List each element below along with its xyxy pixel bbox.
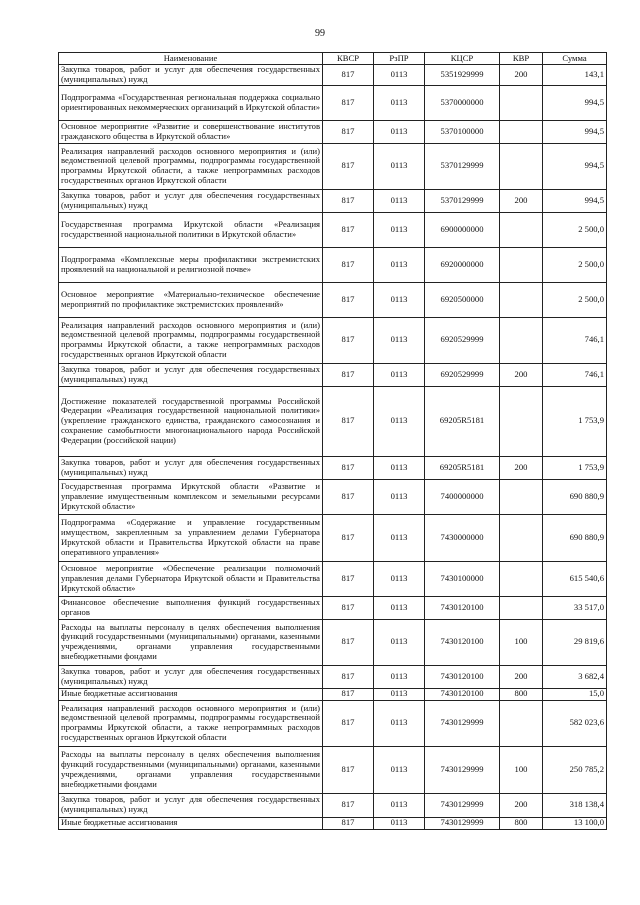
cell-name: Государственная программа Иркутской области «Реализация государственной национальной политики в Иркутской области»: [59, 212, 323, 247]
table-body: [59, 65, 607, 830]
cell-name: Закупка товаров, работ и услуг для обеспечения государственных (муниципальных) нужд: [59, 665, 323, 688]
cell-name: Подпрограмма «Содержание и управление государственным имуществом, закрепленным за управлением делами Губернатора Иркутской области и Правительства Иркутской области на праве оперативного управления»: [59, 514, 323, 561]
cell-rzpr: 0113: [374, 688, 425, 700]
cell-kvr: 200: [500, 189, 543, 212]
cell-rzpr: 0113: [374, 317, 425, 363]
cell-kvr: [500, 386, 543, 456]
cell-sum: 3 682,4: [543, 665, 607, 688]
table-row: [59, 479, 607, 514]
table-row: [59, 317, 607, 363]
cell-kvr: [500, 247, 543, 282]
cell-kvsr: 817: [323, 596, 374, 619]
table-header: [59, 53, 607, 65]
cell-kvr: [500, 282, 543, 317]
cell-rzpr: 0113: [374, 363, 425, 386]
cell-kcsr: 7400000000: [425, 479, 500, 514]
cell-kcsr: 7430129999: [425, 700, 500, 746]
cell-kvr: [500, 700, 543, 746]
cell-kvr: [500, 596, 543, 619]
header-name: Наименование: [59, 53, 323, 65]
cell-kcsr: 6920529999: [425, 363, 500, 386]
header-row: [59, 53, 607, 65]
cell-kvr: 200: [500, 65, 543, 86]
cell-kvr: 200: [500, 456, 543, 479]
cell-kvsr: 817: [323, 456, 374, 479]
cell-kcsr: 7430100000: [425, 561, 500, 596]
table-row: [59, 596, 607, 619]
cell-rzpr: 0113: [374, 282, 425, 317]
cell-kvsr: 817: [323, 65, 374, 86]
cell-kcsr: 5351929999: [425, 65, 500, 86]
cell-kcsr: 5370129999: [425, 143, 500, 189]
table-row: [59, 561, 607, 596]
cell-sum: 746,1: [543, 317, 607, 363]
cell-kvr: [500, 317, 543, 363]
cell-kvr: [500, 120, 543, 143]
cell-sum: 318 138,4: [543, 793, 607, 817]
cell-rzpr: 0113: [374, 456, 425, 479]
cell-name: Подпрограмма «Государственная региональная поддержка социально ориентированных некоммерческих организаций в Иркутской области»: [59, 85, 323, 120]
cell-kvsr: 817: [323, 561, 374, 596]
cell-kcsr: 7430120100: [425, 619, 500, 665]
cell-kvsr: 817: [323, 386, 374, 456]
cell-sum: 2 500,0: [543, 282, 607, 317]
header-sum: Сумма: [543, 53, 607, 65]
cell-kvsr: 817: [323, 700, 374, 746]
cell-kcsr: 6920529999: [425, 317, 500, 363]
table-row: [59, 688, 607, 700]
cell-rzpr: 0113: [374, 746, 425, 793]
cell-kcsr: 6920000000: [425, 247, 500, 282]
table-row: [59, 143, 607, 189]
header-rzpr: РзПР: [374, 53, 425, 65]
cell-kvr: [500, 143, 543, 189]
cell-kvsr: 817: [323, 817, 374, 829]
cell-kvsr: 817: [323, 793, 374, 817]
cell-sum: 33 517,0: [543, 596, 607, 619]
cell-kvr: [500, 85, 543, 120]
cell-sum: 1 753,9: [543, 456, 607, 479]
cell-kvsr: 817: [323, 665, 374, 688]
cell-name: Закупка товаров, работ и услуг для обеспечения государственных (муниципальных) нужд: [59, 793, 323, 817]
cell-rzpr: 0113: [374, 619, 425, 665]
table-row: [59, 65, 607, 86]
cell-sum: 2 500,0: [543, 212, 607, 247]
cell-name: Закупка товаров, работ и услуг для обеспечения государственных (муниципальных) нужд: [59, 363, 323, 386]
cell-kvr: [500, 561, 543, 596]
cell-kvr: 200: [500, 793, 543, 817]
cell-rzpr: 0113: [374, 65, 425, 86]
cell-sum: 250 785,2: [543, 746, 607, 793]
table-row: [59, 85, 607, 120]
cell-sum: 29 819,6: [543, 619, 607, 665]
cell-kcsr: 7430129999: [425, 817, 500, 829]
cell-kvr: 100: [500, 619, 543, 665]
cell-rzpr: 0113: [374, 212, 425, 247]
cell-kvr: [500, 212, 543, 247]
cell-kcsr: 69205R5181: [425, 386, 500, 456]
budget-table: [58, 52, 607, 830]
cell-rzpr: 0113: [374, 665, 425, 688]
cell-kvsr: 817: [323, 514, 374, 561]
cell-name: Иные бюджетные ассигнования: [59, 688, 323, 700]
cell-sum: 2 500,0: [543, 247, 607, 282]
cell-kvsr: 817: [323, 363, 374, 386]
cell-kvr: 200: [500, 363, 543, 386]
cell-sum: 690 880,9: [543, 479, 607, 514]
cell-sum: 994,5: [543, 120, 607, 143]
cell-sum: 615 540,6: [543, 561, 607, 596]
table-row: [59, 665, 607, 688]
cell-kvr: 200: [500, 665, 543, 688]
cell-name: Закупка товаров, работ и услуг для обеспечения государственных (муниципальных) нужд: [59, 456, 323, 479]
table-row: [59, 700, 607, 746]
cell-rzpr: 0113: [374, 596, 425, 619]
cell-kvsr: 817: [323, 143, 374, 189]
table-row: [59, 363, 607, 386]
cell-kcsr: 5370100000: [425, 120, 500, 143]
cell-sum: 582 023,6: [543, 700, 607, 746]
cell-kcsr: 7430000000: [425, 514, 500, 561]
cell-kvr: 100: [500, 746, 543, 793]
cell-kvsr: 817: [323, 317, 374, 363]
table-row: [59, 120, 607, 143]
cell-rzpr: 0113: [374, 793, 425, 817]
cell-kcsr: 7430120100: [425, 596, 500, 619]
cell-kvsr: 817: [323, 247, 374, 282]
cell-name: Реализация направлений расходов основного мероприятия и (или) ведомственной целевой программы, подпрограммы государственной программы Иркутской области, а также непрограммных расходов государственных органов Иркутской области: [59, 317, 323, 363]
cell-rzpr: 0113: [374, 561, 425, 596]
cell-rzpr: 0113: [374, 120, 425, 143]
cell-kcsr: 5370129999: [425, 189, 500, 212]
cell-rzpr: 0113: [374, 386, 425, 456]
cell-name: Закупка товаров, работ и услуг для обеспечения государственных (муниципальных) нужд: [59, 65, 323, 86]
cell-kvr: 800: [500, 817, 543, 829]
table-row: [59, 514, 607, 561]
table-row: [59, 746, 607, 793]
cell-rzpr: 0113: [374, 817, 425, 829]
cell-kvsr: 817: [323, 688, 374, 700]
table-row: [59, 247, 607, 282]
cell-rzpr: 0113: [374, 189, 425, 212]
cell-name: Основное мероприятие «Развитие и совершенствование институтов гражданского общества в Иркутской области»: [59, 120, 323, 143]
cell-kcsr: 69205R5181: [425, 456, 500, 479]
cell-kcsr: 6900000000: [425, 212, 500, 247]
cell-kvr: 800: [500, 688, 543, 700]
cell-rzpr: 0113: [374, 700, 425, 746]
table-row: [59, 189, 607, 212]
cell-sum: 13 100,0: [543, 817, 607, 829]
cell-name: Подпрограмма «Комплексные меры профилактики экстремистских проявлений на национальной и религиозной почве»: [59, 247, 323, 282]
cell-kvr: [500, 514, 543, 561]
cell-sum: 1 753,9: [543, 386, 607, 456]
header-kcsr: КЦСР: [425, 53, 500, 65]
cell-name: Реализация направлений расходов основного мероприятия и (или) ведомственной целевой программы, подпрограммы государственной программы Иркутской области, а также непрограммных расходов государственных органов Иркутской области: [59, 700, 323, 746]
cell-sum: 994,5: [543, 85, 607, 120]
cell-name: Закупка товаров, работ и услуг для обеспечения государственных (муниципальных) нужд: [59, 189, 323, 212]
cell-kvsr: 817: [323, 479, 374, 514]
cell-kvsr: 817: [323, 85, 374, 120]
cell-kvsr: 817: [323, 619, 374, 665]
cell-kcsr: 6920500000: [425, 282, 500, 317]
cell-name: Расходы на выплаты персоналу в целях обеспечения выполнения функций государственными (муниципальными) органами, казенными учреждениями, органами управления государственными внебюджетными фондами: [59, 619, 323, 665]
cell-rzpr: 0113: [374, 247, 425, 282]
table-row: [59, 456, 607, 479]
cell-kvsr: 817: [323, 212, 374, 247]
cell-sum: 15,0: [543, 688, 607, 700]
table-row: [59, 386, 607, 456]
cell-kvsr: 817: [323, 746, 374, 793]
cell-name: Реализация направлений расходов основного мероприятия и (или) ведомственной целевой программы, подпрограммы государственной программы Иркутской области, а также непрограммных расходов государственных органов Иркутской области: [59, 143, 323, 189]
table-row: [59, 212, 607, 247]
table-row: [59, 619, 607, 665]
cell-name: Достижение показателей государственной программы Российской Федерации «Реализация государственной национальной политики» (укрепление гражданского единства, гражданского самосознания и сохранение самобытности многонационального народа Российской Федерации (российской нации): [59, 386, 323, 456]
header-kvsr: КВСР: [323, 53, 374, 65]
cell-name: Основное мероприятие «Обеспечение реализации полномочий управления делами Губернатора Иркутской области и Правительства Иркутской области»: [59, 561, 323, 596]
cell-name: Финансовое обеспечение выполнения функций государственных органов: [59, 596, 323, 619]
cell-kvsr: 817: [323, 282, 374, 317]
cell-kvsr: 817: [323, 189, 374, 212]
cell-name: Государственная программа Иркутской области «Развитие и управление имущественным комплексом и земельными ресурсами Иркутской области»: [59, 479, 323, 514]
cell-rzpr: 0113: [374, 143, 425, 189]
cell-sum: 143,1: [543, 65, 607, 86]
table-row: [59, 282, 607, 317]
cell-kcsr: 5370000000: [425, 85, 500, 120]
cell-rzpr: 0113: [374, 479, 425, 514]
cell-sum: 690 880,9: [543, 514, 607, 561]
cell-name: Расходы на выплаты персоналу в целях обеспечения выполнения функций государственными (муниципальными) органами, казенными учреждениями, органами управления государственными внебюджетными фондами: [59, 746, 323, 793]
cell-kcsr: 7430120100: [425, 665, 500, 688]
cell-kvsr: 817: [323, 120, 374, 143]
page-number: 99: [315, 28, 325, 39]
cell-kcsr: 7430120100: [425, 688, 500, 700]
cell-name: Иные бюджетные ассигнования: [59, 817, 323, 829]
header-kvr: КВР: [500, 53, 543, 65]
table-row: [59, 793, 607, 817]
cell-kvr: [500, 479, 543, 514]
cell-name: Основное мероприятие «Материально-техническое обеспечение мероприятий по профилактике экстремистских проявлений»: [59, 282, 323, 317]
cell-sum: 994,5: [543, 189, 607, 212]
cell-sum: 746,1: [543, 363, 607, 386]
table-row: [59, 817, 607, 829]
cell-rzpr: 0113: [374, 85, 425, 120]
cell-sum: 994,5: [543, 143, 607, 189]
cell-kcsr: 7430129999: [425, 746, 500, 793]
cell-kcsr: 7430129999: [425, 793, 500, 817]
cell-rzpr: 0113: [374, 514, 425, 561]
